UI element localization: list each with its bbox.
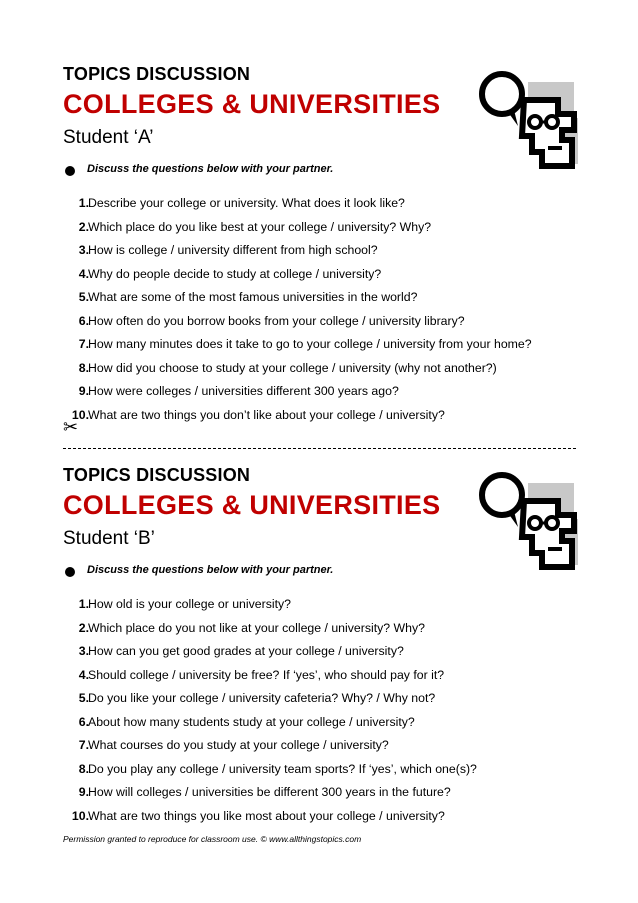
question-text: How old is your college or university? [88,597,291,611]
question-text: How many minutes does it take to go to your college / university from your home? [88,337,532,351]
page-title: COLLEGES & UNIVERSITIES [63,89,441,119]
question-text: How will colleges / universities be different 300 years in the future? [88,785,451,799]
question-number: 10. [71,407,89,422]
question-item [63,243,583,267]
discussion-speaker-icon [478,70,586,170]
question-item [63,314,583,338]
question-number: 6. [78,313,89,328]
question-number: 8. [78,761,89,776]
question-number: 8. [78,360,89,375]
instruction-text: Discuss the questions below with your partner. [87,564,334,576]
question-text: Why do people decide to study at college / university? [88,266,382,281]
question-number: 3. [78,644,89,658]
discussion-speaker-icon [478,471,586,571]
instruction-row [63,563,463,581]
footer-permission: Permission granted to reproduce for classroom use. © www.allthingstopics.com [63,834,362,844]
page-title: COLLEGES & UNIVERSITIES [63,490,441,520]
question-text: How often do you borrow books from your college / university library? [88,313,465,328]
question-number: 2. [78,620,89,635]
question-text: Should college / university be free? If ‘yes’, who should pay for it? [88,667,445,682]
question-list [63,597,583,832]
question-text: Do you like your college / university cafeteria? Why? / Why not? [88,691,436,705]
question-text: How did you choose to study at your college / university (why not another?) [88,360,497,375]
question-item [63,384,583,408]
question-item [63,621,583,645]
question-item [63,809,583,833]
question-text: Which place do you like best at your college / university? Why? [88,219,432,234]
question-item [63,785,583,809]
question-number: 4. [78,667,89,682]
topics-discussion-heading: TOPICS DISCUSSION [63,465,251,485]
topics-discussion-heading: TOPICS DISCUSSION [63,64,251,84]
scissors-icon: ✂ [63,417,79,437]
question-text: What are some of the most famous universities in the world? [88,290,418,304]
question-number: 5. [78,290,89,304]
question-item [63,290,583,314]
question-text: What are two things you like most about your college / university? [88,808,445,823]
question-item [63,220,583,244]
question-number: 10. [71,808,89,823]
question-item [63,196,583,220]
question-item [63,691,583,715]
question-item [63,361,583,385]
question-text: What are two things you don’t like about your college / university? [88,407,445,422]
student-label: Student ‘B’ [63,528,155,549]
question-number: 6. [78,714,89,729]
question-number: 1. [78,196,89,210]
question-number: 2. [78,219,89,234]
question-number: 1. [78,597,89,611]
question-item [63,715,583,739]
question-list [63,196,583,431]
question-number: 5. [78,691,89,705]
question-text: How were colleges / universities different 300 years ago? [88,384,399,398]
question-number: 9. [78,384,89,398]
student-label: Student ‘A’ [63,127,154,148]
question-number: 9. [78,785,89,799]
question-text: How is college / university different from high school? [88,243,378,257]
question-number: 7. [78,738,89,752]
bullet-icon [65,567,75,577]
instruction-row [63,162,463,180]
question-text: Do you play any college / university team sports? If ‘yes’, which one(s)? [88,761,477,776]
question-item [63,668,583,692]
question-text: Describe your college or university. What does it look like? [88,196,405,210]
question-text: What courses do you study at your college / university? [88,738,389,752]
question-text: How can you get good grades at your college / university? [88,644,404,658]
cut-line [63,418,576,440]
question-item [63,337,583,361]
question-text: About how many students study at your college / university? [88,714,415,729]
question-item [63,738,583,762]
dashed-divider [63,448,576,449]
bullet-icon [65,166,75,176]
question-text: Which place do you not like at your college / university? Why? [88,620,425,635]
instruction-text: Discuss the questions below with your partner. [87,163,334,175]
question-number: 4. [78,266,89,281]
question-item [63,597,583,621]
question-number: 3. [78,243,89,257]
question-number: 7. [78,337,89,351]
question-item [63,644,583,668]
question-item [63,762,583,786]
question-item [63,267,583,291]
